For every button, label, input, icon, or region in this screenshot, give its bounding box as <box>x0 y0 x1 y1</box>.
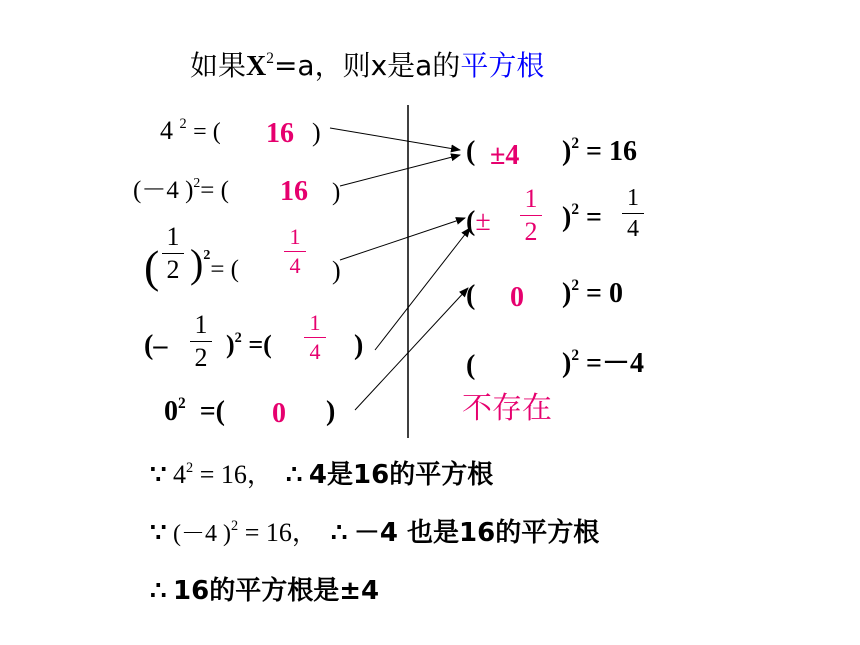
fraction-bar <box>622 213 644 214</box>
left-row5-base: 0 <box>164 396 178 427</box>
left-row2-eq: = ( <box>200 177 229 204</box>
conclusion2-eq: = 16， <box>244 518 318 547</box>
left-row3-open: ( <box>144 241 160 292</box>
therefore-symbol: ∴ <box>330 518 348 547</box>
left-row2-answer: 16 <box>280 176 308 207</box>
left-row4-answer <box>304 312 326 363</box>
left-row-5 <box>164 394 225 427</box>
right-row2-result <box>622 186 644 241</box>
left-row3-exp: 2 <box>203 247 211 263</box>
left-row-2 <box>133 175 229 204</box>
left-row4-den: 2 <box>194 343 208 372</box>
arrow-2 <box>340 155 460 186</box>
left-row1-base: 4 <box>160 116 173 145</box>
right-row4-eq: =－4 <box>586 348 644 379</box>
left-row3-answer <box>284 226 306 277</box>
conclusion1-exp: 2 <box>186 459 194 476</box>
left-row4-eq: =( <box>248 330 272 359</box>
therefore-symbol: ∴ <box>150 576 167 605</box>
because-symbol: ∵ <box>150 460 167 489</box>
left-row4-open: (– <box>144 330 168 361</box>
fraction-bar <box>284 251 306 252</box>
left-row1-close: ) <box>312 118 321 147</box>
fraction-bar <box>304 337 326 338</box>
right-row2-close: ) <box>562 202 572 233</box>
definition-mid: =a，则x是a的 <box>273 49 461 82</box>
conclusion-line-3 <box>150 578 379 604</box>
right-row1-answer: ±4 <box>490 140 520 171</box>
because-symbol: ∵ <box>150 518 167 547</box>
right-row2-den: 2 <box>524 217 538 246</box>
therefore-symbol: ∴ <box>285 460 303 489</box>
left-row1-answer: 16 <box>266 118 294 149</box>
right-row4-answer: 不存在 <box>462 391 552 426</box>
right-row1-tail <box>562 134 637 167</box>
conclusion3-text: 16的平方根是±4 <box>173 576 380 606</box>
conclusion-line-2 <box>150 517 600 548</box>
left-row4-fraction <box>190 312 212 371</box>
right-row2-fraction <box>520 186 542 245</box>
left-row3-eq: = ( <box>210 256 240 283</box>
conclusion1-base: 4 <box>173 460 187 489</box>
right-row1-close: ) <box>562 136 572 167</box>
right-row2-r-den: 4 <box>627 216 639 242</box>
definition-term: 平方根 <box>460 49 545 82</box>
right-row4-open: ( <box>466 350 476 381</box>
conclusion1-text: 4是16的平方根 <box>308 460 494 490</box>
left-row4-num: 1 <box>194 310 208 339</box>
left-row3-num: 1 <box>166 222 180 251</box>
right-row2-open <box>466 208 491 236</box>
fraction-bar <box>162 253 184 254</box>
right-row1-eq: = 16 <box>586 136 637 167</box>
left-row5-exp: 2 <box>178 394 186 412</box>
left-row3-close-paren: ) <box>190 241 204 286</box>
right-row3-eq: = 0 <box>586 278 623 309</box>
left-row2-exp: 2 <box>193 175 201 190</box>
definition-prefix: 如果 <box>190 49 247 82</box>
right-row2-r-num: 1 <box>627 185 639 211</box>
right-row2-exp: 2 <box>571 200 580 218</box>
right-row2-eq: = <box>586 202 602 233</box>
right-row3-tail <box>562 276 623 309</box>
right-row4-tail <box>562 346 644 379</box>
right-row2-open-paren: ( <box>466 206 476 237</box>
left-row4-exp: 2 <box>234 329 242 346</box>
fraction-bar <box>190 341 212 342</box>
right-row4-close: ) <box>562 348 572 379</box>
right-row4-exp: 2 <box>571 346 580 364</box>
right-row3-exp: 2 <box>571 276 580 294</box>
left-row5-close: ) <box>326 396 336 427</box>
left-row3-close: ) <box>332 256 341 285</box>
right-row1-open: ( <box>466 136 476 167</box>
right-row3-answer: 0 <box>510 282 524 313</box>
left-row5-eq: =( <box>199 396 225 427</box>
left-row3-close-sq <box>190 241 240 286</box>
right-row1-exp: 2 <box>571 134 580 152</box>
right-row2-pm: ± <box>475 206 491 237</box>
left-row3-ans-den: 4 <box>289 253 301 278</box>
right-row2-num: 1 <box>524 184 538 213</box>
conclusion2-base: (－4 ) <box>173 521 232 547</box>
right-row3-open: ( <box>466 280 476 311</box>
definition-sup: 2 <box>266 49 274 67</box>
left-row4-ans-num: 1 <box>309 310 321 335</box>
definition-x: X <box>246 51 267 82</box>
left-row4-close-sq <box>226 329 272 359</box>
fraction-bar <box>520 215 542 216</box>
left-row5-answer: 0 <box>272 398 286 429</box>
arrow-3 <box>340 218 465 260</box>
left-row4-close-paren: ) <box>226 330 235 359</box>
left-row4-ans-den: 4 <box>309 339 321 364</box>
arrow-5 <box>355 288 468 410</box>
conclusion-line-1 <box>150 459 494 490</box>
left-row3-den: 2 <box>166 255 180 284</box>
conclusion2-exp: 2 <box>231 517 239 534</box>
left-row3-ans-num: 1 <box>289 224 301 249</box>
conclusion2-text: －4 也是16的平方根 <box>353 518 600 548</box>
left-row1-exp: 2 <box>179 115 187 132</box>
conclusion1-eq: = 16， <box>199 460 273 489</box>
left-row3-fraction <box>162 224 184 283</box>
left-row4-close: ) <box>354 330 364 361</box>
arrow-1 <box>330 128 460 150</box>
left-row2-close: ) <box>332 179 341 206</box>
left-row-1 <box>160 115 221 145</box>
left-row1-eq: = ( <box>193 119 221 145</box>
right-row2-tail <box>562 200 602 233</box>
right-row3-close: ) <box>562 278 572 309</box>
arrow-4 <box>375 228 470 350</box>
left-row2-base: (－4 ) <box>133 177 194 204</box>
